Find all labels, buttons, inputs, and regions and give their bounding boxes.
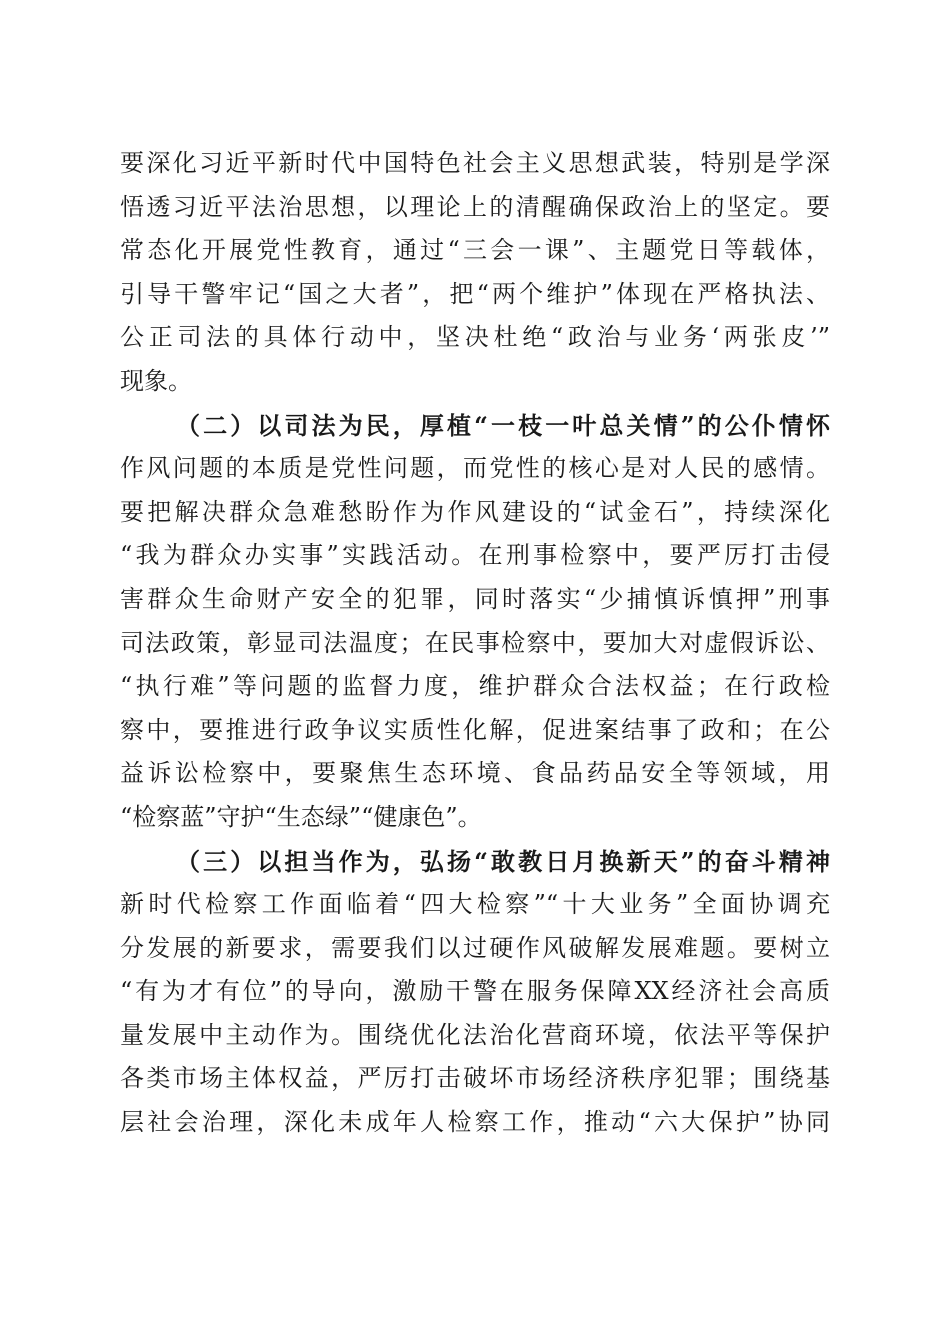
- paragraph-line: 害群众生命财产安全的犯罪，同时落实“少捕慎诉慎押”刑事: [120, 584, 830, 613]
- paragraph-line: 悟透习近平法治思想，以理论上的清醒确保政治上的坚定。要: [120, 192, 830, 221]
- paragraph-line: 引导干警牢记“国之大者”，把“两个维护”体现在严格执法、: [120, 279, 830, 308]
- paragraph-line: 要深化习近平新时代中国特色社会主义思想武装，特别是学深: [120, 149, 830, 177]
- paragraph-line: 公正司法的具体行动中，坚决杜绝“政治与业务‘两张皮’”: [120, 323, 830, 352]
- paragraph-line: 要把解决群众急难愁盼作为作风建设的“试金石”，持续深化: [120, 497, 830, 526]
- paragraph-line: 益诉讼检察中，要聚焦生态环境、食品药品安全等领域，用: [120, 759, 830, 788]
- paragraph-line: “检察蓝”守护“生态绿”“健康色”。: [120, 802, 482, 831]
- document-body: [120, 142, 830, 1145]
- paragraph-line: 司法政策，彰显司法温度；在民事检察中，要加大对虚假诉讼、: [120, 628, 830, 657]
- paragraph-line: 作风问题的本质是党性问题，而党性的核心是对人民的感情。: [120, 454, 830, 483]
- section-heading: （三）以担当作为，弘扬“敢教日月换新天”的奋斗精神: [176, 846, 830, 876]
- paragraph-line: 层社会治理，深化未成年人检察工作，推动“六大保护”协同: [120, 1108, 830, 1137]
- paragraph-line: “执行难”等问题的监督力度，维护群众合法权益；在行政检: [120, 672, 830, 701]
- paragraph-line: 察中，要推进行政争议实质性化解，促进案结事了政和；在公: [120, 715, 830, 744]
- paragraph-line: 各类市场主体权益，严厉打击破坏市场经济秩序犯罪；围绕基: [120, 1064, 830, 1093]
- paragraph-line: 现象。: [120, 366, 192, 395]
- paragraph-line: “有为才有位”的导向，激励干警在服务保障XX经济社会高质: [120, 977, 830, 1006]
- paragraph-line: “我为群众办实事”实践活动。在刑事检察中，要严厉打击侵: [120, 541, 830, 570]
- section-heading: （二）以司法为民，厚植“一枝一叶总关情”的公仆情怀: [176, 410, 830, 440]
- paragraph-line: 新时代检察工作面临着“四大检察”“十大业务”全面协调充: [120, 890, 830, 919]
- paragraph-line: 常态化开展党性教育，通过“三会一课”、主题党日等载体，: [120, 236, 830, 265]
- paragraph-line: 分发展的新要求，需要我们以过硬作风破解发展难题。要树立: [120, 933, 830, 962]
- paragraph-line: 量发展中主动作为。围绕优化法治化营商环境，依法平等保护: [120, 1020, 830, 1049]
